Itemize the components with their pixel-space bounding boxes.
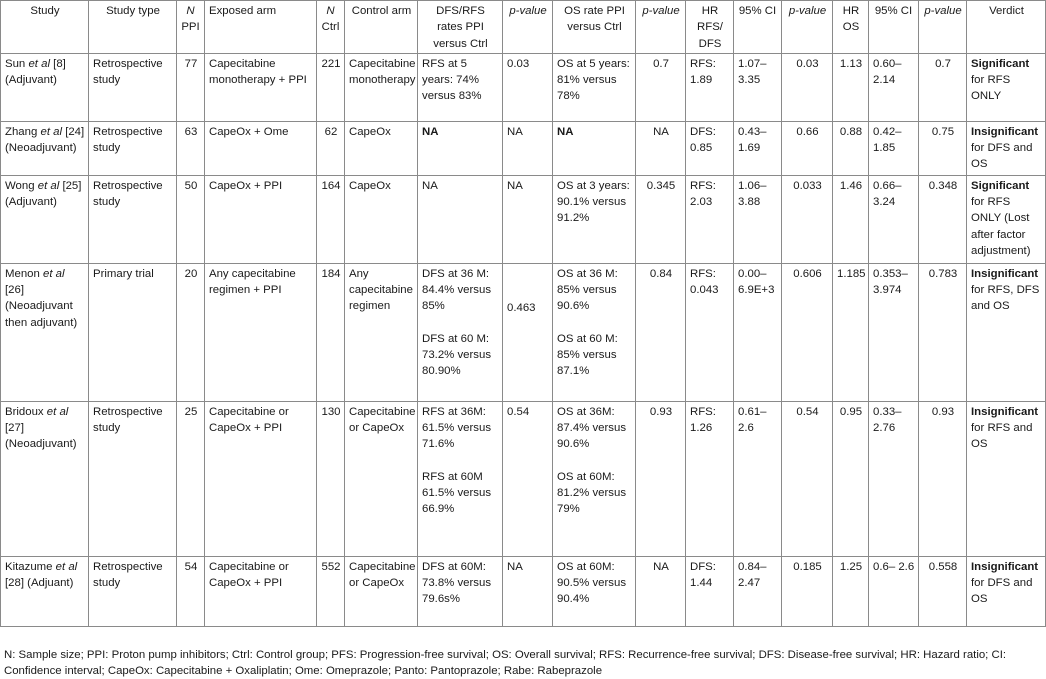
p-value-cell: NA	[636, 121, 686, 175]
dfs-rfs-entry: DFS at 60 M: 73.2% versus 80.90%	[422, 332, 492, 378]
hr-rfs-cell: RFS: 1.26	[686, 401, 734, 556]
control-arm-cell: Any capecitabine regimen	[345, 263, 418, 401]
p-value-cell: 0.75	[919, 121, 967, 175]
os-rate-entry: OS at 60M: 81.2% versus 79%	[557, 470, 627, 516]
verdict-cell: Significant for RFS ONLY	[967, 53, 1046, 121]
verdict-cell: Insignificant for RFS and OS	[967, 401, 1046, 556]
header-p-value-4: p-value	[919, 1, 967, 54]
os-rate-cell	[553, 263, 636, 401]
ci-cell: 1.06– 3.88	[734, 175, 782, 263]
hr-os-cell: 1.13	[833, 53, 869, 121]
table-row	[1, 121, 1046, 175]
dfs-rfs-cell	[418, 263, 503, 401]
p-value-cell: 0.558	[919, 556, 967, 626]
n-ppi-cell: 54	[177, 556, 205, 626]
p-value-cell: 0.66	[782, 121, 833, 175]
header-n-ctrl-n: N	[326, 5, 335, 17]
n-ppi-cell: 20	[177, 263, 205, 401]
p-value-cell: 0.606	[782, 263, 833, 401]
header-n-ctrl-label: Ctrl	[321, 21, 340, 34]
ci-cell: 0.66– 3.24	[869, 175, 919, 263]
p-value-cell: NA	[503, 121, 553, 175]
ci-cell: 0.33– 2.76	[869, 401, 919, 556]
header-hr-rfs-2: RFS/	[697, 21, 723, 34]
os-rate-entry: OS at 60 M: 85% versus 87.1%	[557, 332, 618, 378]
ci-cell: 0.00– 6.9E+3	[734, 263, 782, 401]
p-value-cell: 0.783	[919, 263, 967, 401]
header-verdict: Verdict	[967, 1, 1046, 54]
n-ppi-cell: 63	[177, 121, 205, 175]
header-n-ppi-label: PPI	[181, 21, 200, 34]
study-cell: Menon et al [26] (Neoadjuvant then adjuvant)	[1, 263, 89, 401]
p-value-cell: 0.54	[503, 401, 553, 556]
exposed-arm-cell: Any capecitabine regimen + PPI	[205, 263, 317, 401]
table-row	[1, 556, 1046, 626]
hr-os-cell: 0.88	[833, 121, 869, 175]
header-p-value-2: p-value	[636, 1, 686, 54]
dfs-rfs-entry: RFS at 36M: 61.5% versus 71.6%	[422, 405, 492, 451]
n-ppi-cell: 50	[177, 175, 205, 263]
p-value-cell: 0.03	[782, 53, 833, 121]
ci-cell: 1.07– 3.35	[734, 53, 782, 121]
os-rate-cell: OS at 60M: 90.5% versus 90.4%	[553, 556, 636, 626]
p-value-cell: NA	[636, 556, 686, 626]
hr-rfs-cell: RFS: 2.03	[686, 175, 734, 263]
dfs-rfs-entry: DFS at 36 M: 84.4% versus 85%	[422, 267, 492, 313]
exposed-arm-cell: Capecitabine or CapeOx + PPI	[205, 556, 317, 626]
exposed-arm-cell: Capecitabine or CapeOx + PPI	[205, 401, 317, 556]
header-n-ctrl	[317, 1, 345, 54]
header-hr-os	[833, 1, 869, 54]
p-value-cell: 0.93	[919, 401, 967, 556]
p-value-cell: NA	[503, 556, 553, 626]
header-hr-rfs-3: DFS	[698, 37, 722, 50]
study-type-cell: Primary trial	[89, 263, 177, 401]
os-rate-cell: OS at 5 years: 81% versus 78%	[553, 53, 636, 121]
hr-rfs-cell: RFS: 0.043	[686, 263, 734, 401]
ci-cell: 0.42– 1.85	[869, 121, 919, 175]
p-value-cell: 0.7	[919, 53, 967, 121]
p-value-cell: 0.463	[503, 263, 553, 401]
study-cell: Kitazume et al [28] (Adjuant)	[1, 556, 89, 626]
control-arm-cell: Capecitabine or CapeOx	[345, 401, 418, 556]
dfs-rfs-cell: NA	[418, 175, 503, 263]
control-arm-cell: CapeOx	[345, 121, 418, 175]
ci-cell: 0.353– 3.974	[869, 263, 919, 401]
header-dfs-rfs-3: versus Ctrl	[433, 37, 488, 50]
header-os-rate	[553, 1, 636, 54]
study-type-cell: Retrospective study	[89, 121, 177, 175]
control-arm-cell: Capecitabine or CapeOx	[345, 556, 418, 626]
table-row	[1, 53, 1046, 121]
control-arm-cell: Capecitabine monotherapy	[345, 53, 418, 121]
n-ppi-cell: 25	[177, 401, 205, 556]
study-type-cell: Retrospective study	[89, 556, 177, 626]
header-control-arm: Control arm	[345, 1, 418, 54]
n-ctrl-cell: 552	[317, 556, 345, 626]
header-hr-rfs-1: HR	[701, 5, 719, 17]
os-rate-cell: NA	[553, 121, 636, 175]
ci-cell: 0.6– 2.6	[869, 556, 919, 626]
exposed-arm-cell: CapeOx + Ome	[205, 121, 317, 175]
exposed-arm-cell: Capecitabine monotherapy + PPI	[205, 53, 317, 121]
header-hr-rfs	[686, 1, 734, 54]
table-row	[1, 401, 1046, 556]
verdict-cell: Insignificant for DFS and OS	[967, 556, 1046, 626]
hr-rfs-cell: DFS: 1.44	[686, 556, 734, 626]
p-value-cell: 0.54	[782, 401, 833, 556]
header-exposed-arm: Exposed arm	[205, 1, 317, 54]
table-row	[1, 175, 1046, 263]
study-type-cell: Retrospective study	[89, 53, 177, 121]
header-os-rate-1: OS rate PPI	[564, 5, 625, 17]
header-dfs-rfs	[418, 1, 503, 54]
p-value-cell: 0.348	[919, 175, 967, 263]
header-dfs-rfs-1: DFS/RFS	[436, 5, 485, 17]
p-value-cell: 0.93	[636, 401, 686, 556]
n-ctrl-cell: 62	[317, 121, 345, 175]
n-ctrl-cell: 221	[317, 53, 345, 121]
study-cell: Wong et al [25] (Adjuvant)	[1, 175, 89, 263]
n-ctrl-cell: 130	[317, 401, 345, 556]
study-type-cell: Retrospective study	[89, 175, 177, 263]
hr-os-cell: 1.25	[833, 556, 869, 626]
n-ppi-cell: 77	[177, 53, 205, 121]
p-value-cell: 0.033	[782, 175, 833, 263]
hr-os-cell: 1.185	[833, 263, 869, 401]
verdict-cell: Significant for RFS ONLY (Lost after factor adjustment)	[967, 175, 1046, 263]
control-arm-cell: CapeOx	[345, 175, 418, 263]
table-row	[1, 263, 1046, 401]
os-rate-cell: OS at 3 years: 90.1% versus 91.2%	[553, 175, 636, 263]
ci-cell: 0.61– 2.6	[734, 401, 782, 556]
dfs-rfs-cell: DFS at 60M: 73.8% versus 79.6s%	[418, 556, 503, 626]
n-ctrl-cell: 184	[317, 263, 345, 401]
os-rate-entry: OS at 36M: 87.4% versus 90.6%	[557, 405, 627, 451]
study-cell: Bridoux et al [27] (Neoadjuvant)	[1, 401, 89, 556]
verdict-cell: Insignificant for RFS, DFS and OS	[967, 263, 1046, 401]
p-value-cell: 0.345	[636, 175, 686, 263]
header-os-rate-2: versus Ctrl	[567, 21, 622, 34]
p-value-cell: NA	[503, 175, 553, 263]
hr-rfs-cell: RFS: 1.89	[686, 53, 734, 121]
header-study-type: Study type	[89, 1, 177, 54]
ci-cell: 0.43– 1.69	[734, 121, 782, 175]
os-rate-cell	[553, 401, 636, 556]
header-dfs-rfs-2: rates PPI	[437, 21, 484, 34]
header-hr-os-1: HR	[842, 5, 860, 17]
hr-rfs-cell: DFS: 0.85	[686, 121, 734, 175]
header-n-ppi-n: N	[186, 5, 195, 17]
p-value-cell: 0.7	[636, 53, 686, 121]
header-n-ppi	[177, 1, 205, 54]
dfs-rfs-cell	[418, 401, 503, 556]
ci-cell: 0.84– 2.47	[734, 556, 782, 626]
study-cell: Sun et al [8] (Adjuvant)	[1, 53, 89, 121]
table-footnote: N: Sample size; PPI: Proton pump inhibitors; Ctrl: Control group; PFS: Progression-free survival; OS: Overall survival; RFS: Recurrence-free survival; DFS: Disease-free survival; HR: Hazard ratio; CI: Confidence interval; CapeOx: Capecitabine + Oxaliplatin; Ome: Omeprazole; Panto: Pantoprazole; Rabe: Rabeprazole	[4, 649, 1007, 677]
exposed-arm-cell: CapeOx + PPI	[205, 175, 317, 263]
p-value-cell: 0.84	[636, 263, 686, 401]
header-study: Study	[1, 1, 89, 54]
ci-cell: 0.60– 2.14	[869, 53, 919, 121]
n-ctrl-cell: 164	[317, 175, 345, 263]
dfs-rfs-cell: RFS at 5 years: 74% versus 83%	[418, 53, 503, 121]
verdict-cell: Insignificant for DFS and OS	[967, 121, 1046, 175]
hr-os-cell: 1.46	[833, 175, 869, 263]
study-type-cell: Retrospective study	[89, 401, 177, 556]
header-hr-os-2: OS	[842, 21, 860, 34]
p-value-cell: 0.185	[782, 556, 833, 626]
p-value-cell: 0.03	[503, 53, 553, 121]
study-cell: Zhang et al [24] (Neoadjuvant)	[1, 121, 89, 175]
hr-os-cell: 0.95	[833, 401, 869, 556]
header-ci-2: 95% CI	[869, 1, 919, 54]
header-ci-1: 95% CI	[734, 1, 782, 54]
header-p-value-1: p-value	[503, 1, 553, 54]
header-row	[1, 1, 1046, 54]
dfs-rfs-entry: RFS at 60M 61.5% versus 66.9%	[422, 470, 492, 516]
header-p-value-3: p-value	[782, 1, 833, 54]
os-rate-entry: OS at 36 M: 85% versus 90.6%	[557, 267, 618, 313]
dfs-rfs-cell: NA	[418, 121, 503, 175]
